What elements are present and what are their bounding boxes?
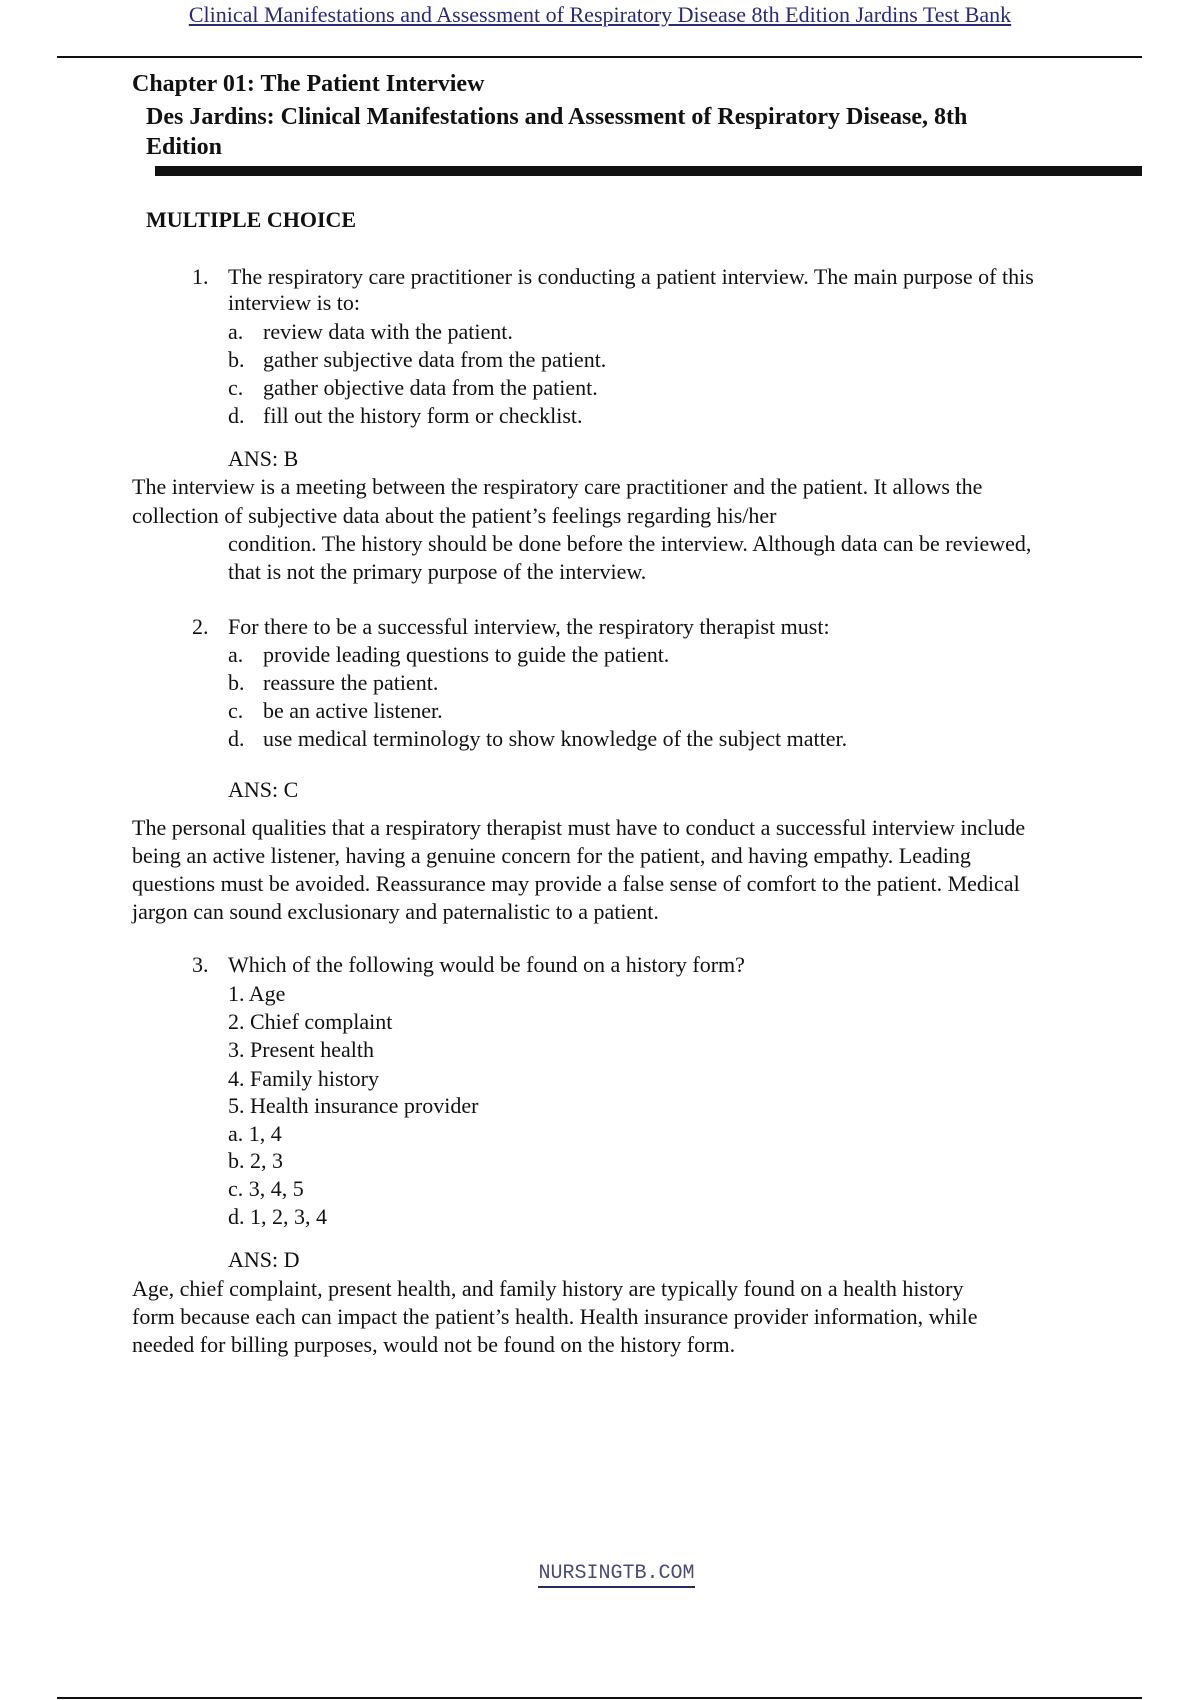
option-text: review data with the patient. [263,319,513,344]
option-text: fill out the history form or checklist. [263,403,583,428]
option-text: gather subjective data from the patient. [263,347,607,372]
list-item: 4. Family history [228,1066,379,1091]
question-text: Which of the following would be found on a history form? [228,952,745,977]
rationale: form because each can impact the patient’s health. Health insurance provider information, while [132,1304,978,1329]
rationale: being an active listener, having a genuine concern for the patient, and having empathy. Leading [132,843,971,868]
option-letter: a. [228,319,244,344]
book-title-cont: Edition [146,134,223,160]
option: c. 3, 4, 5 [228,1176,304,1201]
question-number: 2. [192,614,209,639]
answer: ANS: C [228,777,299,802]
rationale: that is not the primary purpose of the interview. [228,559,647,584]
footer [0,1561,1200,1587]
header [0,2,1200,28]
option-letter: d. [228,726,245,751]
option-letter: c. [228,698,244,723]
rationale: needed for billing purposes, would not be found on the history form. [132,1332,736,1357]
rationale: The interview is a meeting between the respiratory care practitioner and the patient. It allows the [132,474,983,499]
question-text: interview is to: [228,290,360,315]
option-text: provide leading questions to guide the patient. [263,642,670,667]
rationale: condition. The history should be done before the interview. Although data can be reviewed, [228,531,1032,556]
chapter-title: Chapter 01: The Patient Interview [132,71,485,97]
footer-link[interactable]: NURSINGTB.COM [538,1562,694,1588]
option-letter: a. [228,642,244,667]
bottom-divider [57,1697,1142,1699]
rationale: Age, chief complaint, present health, and family history are typically found on a health history [132,1276,964,1301]
answer: ANS: B [228,446,299,471]
list-item: 3. Present health [228,1037,375,1062]
option-text: be an active listener. [263,698,443,723]
question-text: The respiratory care practitioner is conducting a patient interview. The main purpose of this [228,264,1034,289]
book-title: Des Jardins: Clinical Manifestations and Assessment of Respiratory Disease, 8th [146,104,968,130]
list-item: 2. Chief complaint [228,1009,393,1034]
rationale: collection of subjective data about the patient’s feelings regarding his/her [132,503,777,528]
option: b. 2, 3 [228,1148,283,1173]
question-text: For there to be a successful interview, the respiratory therapist must: [228,614,830,639]
header-title-link[interactable]: Clinical Manifestations and Assessment of Respiratory Disease 8th Edition Jardins Test Bank [188,2,1012,27]
option-letter: b. [228,347,245,372]
title-bar [155,166,1142,176]
option: a. 1, 4 [228,1121,282,1146]
rationale: jargon can sound exclusionary and paternalistic to a patient. [132,899,659,924]
option-text: use medical terminology to show knowledge of the subject matter. [263,726,848,751]
question-number: 1. [192,264,209,289]
option-text: gather objective data from the patient. [263,375,598,400]
answer: ANS: D [228,1247,300,1272]
rationale: The personal qualities that a respiratory therapist must have to conduct a successful interview include [132,815,1026,840]
option-text: reassure the patient. [263,670,439,695]
list-item: 5. Health insurance provider [228,1093,479,1118]
rationale: questions must be avoided. Reassurance may provide a false sense of comfort to the patient. Medical [132,871,1020,896]
top-divider [57,56,1142,58]
list-item: 1. Age [228,981,286,1006]
question-number: 3. [192,952,209,977]
section-heading: MULTIPLE CHOICE [146,207,357,232]
option: d. 1, 2, 3, 4 [228,1204,327,1229]
option-letter: b. [228,670,245,695]
option-letter: d. [228,403,245,428]
option-letter: c. [228,375,244,400]
